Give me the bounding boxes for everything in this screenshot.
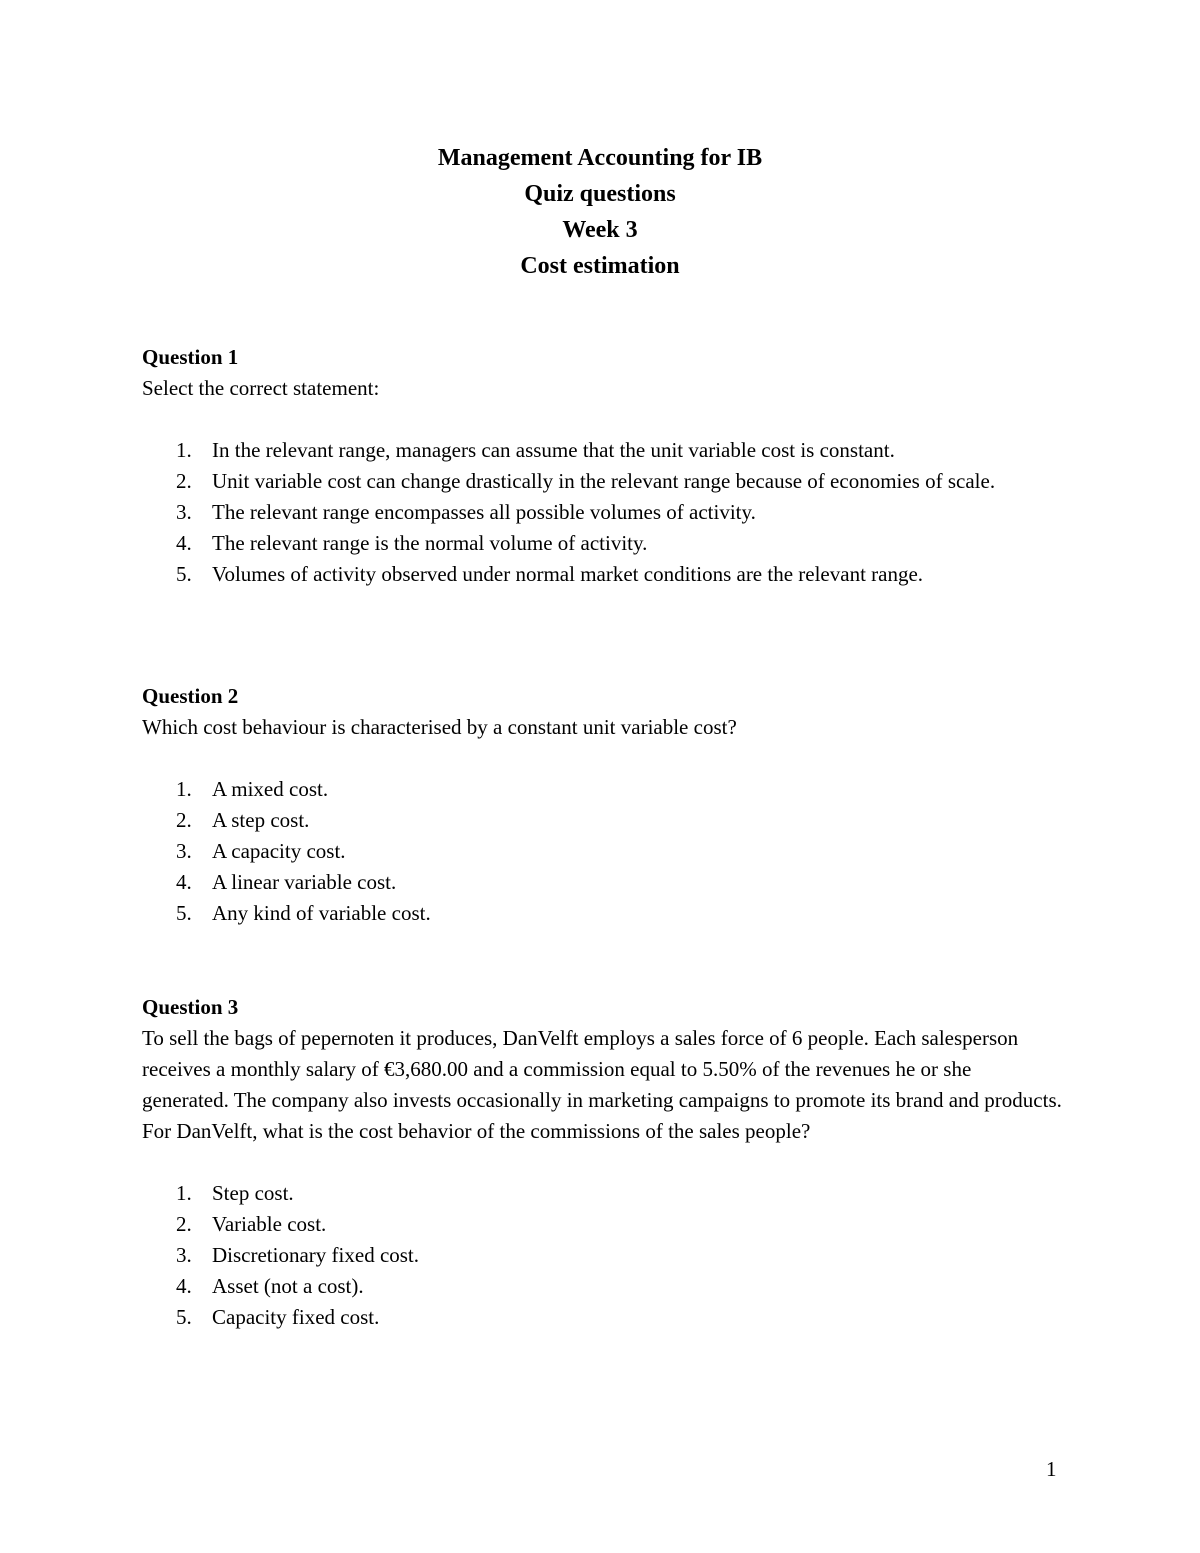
option-text: Volumes of activity observed under normal market conditions are the relevant range. bbox=[212, 562, 924, 586]
question-2 bbox=[142, 681, 1062, 929]
document-subtitle: Quiz questions bbox=[524, 181, 676, 207]
answer-options bbox=[142, 1178, 1062, 1333]
document-header bbox=[0, 140, 1200, 284]
question-prompt: To sell the bags of pepernoten it produces, DanVelft employs a sales force of 6 people. Each salesperson receives a monthly salary of €3,680.00 and a commission equal to 5.50% of the revenues he or she generated. The company also invests occasionally in marketing campaigns to promote its brand and products. For DanVelft, what is the cost behavior of the commissions of the sales people? bbox=[142, 1026, 1062, 1143]
page-number: 1 bbox=[1046, 1457, 1057, 1481]
option-text: Any kind of variable cost. bbox=[212, 901, 431, 925]
option-text: Variable cost. bbox=[212, 1212, 327, 1236]
option-text: Asset (not a cost). bbox=[212, 1274, 364, 1298]
option-number: 2. bbox=[176, 808, 192, 832]
question-title: Question 1 bbox=[142, 345, 239, 369]
option-number: 5. bbox=[176, 901, 192, 925]
question-title: Question 2 bbox=[142, 684, 239, 708]
week-label: Week 3 bbox=[562, 217, 638, 243]
answer-option bbox=[142, 466, 1062, 497]
question-prompt: Select the correct statement: bbox=[142, 376, 380, 400]
question-prompt: Which cost behaviour is characterised by a constant unit variable cost? bbox=[142, 715, 737, 739]
answer-option bbox=[142, 1178, 1062, 1209]
option-number: 5. bbox=[176, 1305, 192, 1329]
option-text: Step cost. bbox=[212, 1181, 294, 1205]
option-text: A capacity cost. bbox=[212, 839, 346, 863]
option-text: A mixed cost. bbox=[212, 777, 329, 801]
question-3 bbox=[142, 992, 1062, 1333]
answer-option bbox=[142, 528, 1062, 559]
answer-option bbox=[142, 1240, 1062, 1271]
option-number: 1. bbox=[176, 1181, 192, 1205]
option-text: Capacity fixed cost. bbox=[212, 1305, 380, 1329]
option-text: A step cost. bbox=[212, 808, 310, 832]
option-number: 3. bbox=[176, 1243, 192, 1267]
answer-option bbox=[142, 1271, 1062, 1302]
answer-option bbox=[142, 867, 1062, 898]
answer-option bbox=[142, 774, 1062, 805]
option-number: 4. bbox=[176, 870, 192, 894]
option-text: Unit variable cost can change drastically in the relevant range because of economies of scale. bbox=[212, 469, 996, 493]
answer-option bbox=[142, 805, 1062, 836]
option-number: 3. bbox=[176, 839, 192, 863]
option-text: The relevant range encompasses all possible volumes of activity. bbox=[212, 500, 756, 524]
option-text: Discretionary fixed cost. bbox=[212, 1243, 420, 1267]
answer-option bbox=[142, 497, 1062, 528]
option-number: 3. bbox=[176, 500, 192, 524]
option-number: 4. bbox=[176, 531, 192, 555]
answer-option bbox=[142, 836, 1062, 867]
question-title: Question 3 bbox=[142, 995, 239, 1019]
option-text: In the relevant range, managers can assume that the unit variable cost is constant. bbox=[212, 438, 895, 462]
course-title: Management Accounting for IB bbox=[437, 145, 763, 171]
option-number: 4. bbox=[176, 1274, 192, 1298]
answer-option bbox=[142, 898, 1062, 929]
answer-option bbox=[142, 1302, 1062, 1333]
answer-options bbox=[142, 435, 1062, 590]
option-text: A linear variable cost. bbox=[212, 870, 397, 894]
option-text: The relevant range is the normal volume of activity. bbox=[212, 531, 648, 555]
answer-options bbox=[142, 774, 1062, 929]
answer-option bbox=[142, 1209, 1062, 1240]
topic-title: Cost estimation bbox=[520, 253, 680, 279]
option-number: 1. bbox=[176, 777, 192, 801]
answer-option bbox=[142, 435, 1062, 466]
option-number: 2. bbox=[176, 1212, 192, 1236]
answer-option bbox=[142, 559, 1062, 590]
option-number: 1. bbox=[176, 438, 192, 462]
option-number: 2. bbox=[176, 469, 192, 493]
option-number: 5. bbox=[176, 562, 192, 586]
question-1 bbox=[142, 342, 1062, 590]
